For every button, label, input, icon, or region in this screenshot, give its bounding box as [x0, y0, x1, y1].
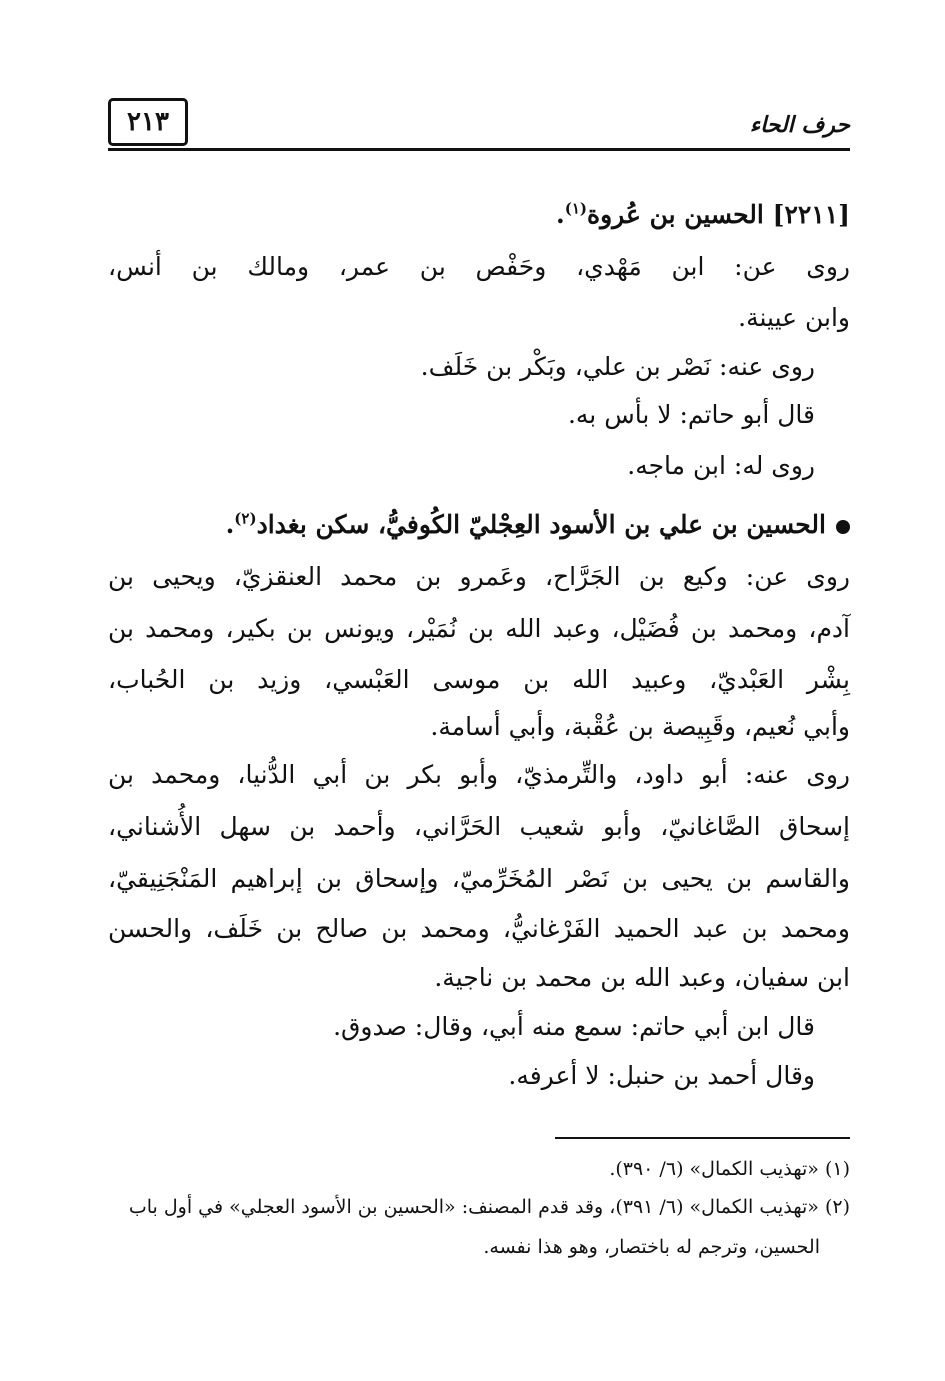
page-number-text: ٢١٣ [127, 107, 169, 137]
entry-heading [556, 198, 850, 232]
entry-name: الحسين بن علي بن الأسود العِجْليّ الكُوفيُّ، سكن بغداد [256, 510, 826, 539]
paragraph-line: روى له: ابن ماجه. [627, 451, 815, 480]
paragraph-line: ومحمد بن عبد الحميد الفَرْغانيُّ، ومحمد بن صالح بن خَلَف، والحسن [108, 914, 850, 943]
entry-heading [226, 508, 850, 542]
entry-heading-end: . [225, 510, 235, 539]
paragraph-line: وأبي نُعيم، وقَبِيصة بن عُقْبة، وأبي أسامة. [430, 712, 850, 741]
footnote-1: (١) «تهذيب الكمال» (٦/ ٣٩٠). [609, 1158, 850, 1180]
bullet-icon [836, 520, 850, 534]
paragraph-line: روى عن: وكيع بن الجَرَّاح، وعَمرو بن محمد العنقزيّ، ويحيى بن [108, 562, 850, 591]
entry-number: [٢٢١١] [772, 200, 850, 229]
paragraph-line: إسحاق الصَّاغانيّ، وأبو شعيب الحَرَّاني، وأحمد بن سهل الأُشناني، [108, 812, 850, 841]
entry-name: الحسين بن عُروة [587, 200, 764, 229]
footnote-marker: (١) [564, 199, 588, 218]
paragraph-line: قال أبو حاتم: لا بأس به. [567, 400, 815, 429]
paragraph-line: آدم، ومحمد بن فُضَيْل، وعبد الله بن نُمَيْر، ويونس بن بكير، ومحمد بن [108, 614, 850, 643]
footnote-marker: (٢) [234, 509, 257, 528]
paragraph-line: قال ابن أبي حاتم: سمع منه أبي، وقال: صدوق. [333, 1012, 815, 1041]
paragraph-line: والقاسم بن يحيى بن نَصْر المُخَرِّميّ، وإسحاق بن إبراهيم المَنْجَنِيقيّ، [108, 864, 850, 893]
paragraph-line: روى عنه: أبو داود، والتِّرمذيّ، وأبو بكر بن أبي الدُّنيا، ومحمد بن [108, 760, 850, 789]
paragraph-line: روى عنه: نَصْر بن علي، وبَكْر بن خَلَف. [420, 352, 815, 381]
page-number [108, 98, 188, 146]
paragraph-line: روى عن: ابن مَهْدي، وحَفْص بن عمر، ومالك بن أنس، [108, 252, 850, 281]
running-header: حرف الحاء [749, 112, 850, 138]
header-divider [108, 148, 850, 151]
entry-heading-end: . [556, 200, 565, 229]
footnote-2: (٢) «تهذيب الكمال» (٦/ ٣٩١)، وقد قدم المصنف: «الحسين بن الأسود العجلي» في أول باب [128, 1196, 850, 1218]
footnote-2-continued: الحسين، وترجم له باختصار، وهو هذا نفسه. [483, 1236, 820, 1258]
paragraph-line: ابن سفيان، وعبد الله بن محمد بن ناجية. [434, 963, 850, 992]
paragraph-line: وابن عيينة. [738, 303, 850, 332]
paragraph-line: بِشْر العَبْديّ، وعبيد الله بن موسى العَبْسي، وزيد بن الحُباب، [108, 665, 850, 694]
footnote-divider [555, 1137, 850, 1139]
paragraph-line: وقال أحمد بن حنبل: لا أعرفه. [508, 1061, 815, 1090]
